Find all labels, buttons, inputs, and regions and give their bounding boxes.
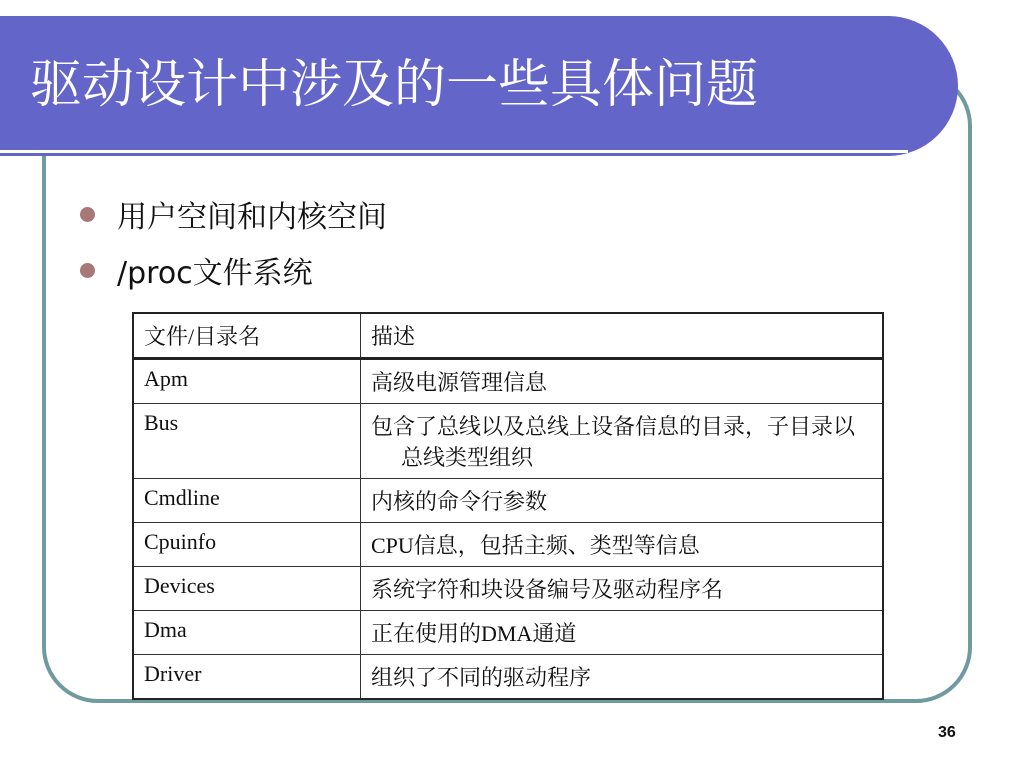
cell-desc (361, 523, 884, 567)
cell-desc (361, 655, 884, 700)
cell-name: Cmdline (133, 479, 361, 523)
desc-text: CPU信息，包括主频、类型等信息 (371, 533, 700, 558)
proc-table (132, 312, 884, 700)
bullet-text: /proc文件系统 (117, 256, 313, 291)
table-header-row (133, 313, 883, 359)
bullet-dot-icon (80, 207, 95, 222)
cell-name: Dma (133, 611, 361, 655)
bullet-item (80, 242, 387, 298)
title-underline (0, 150, 908, 153)
cell-desc (361, 479, 884, 523)
desc-text: 包含了总线以及总线上设备信息的目录，子目录以总线类型组织 (371, 414, 856, 470)
cell-desc (361, 611, 884, 655)
desc-text: 系统字符和块设备编号及驱动程序名 (371, 577, 724, 602)
slide-title: 驱动设计中涉及的一些具体问题 (30, 55, 759, 115)
cell-desc (361, 359, 884, 404)
cell-name: Devices (133, 567, 361, 611)
header-name: 文件/目录名 (133, 313, 361, 359)
table-row (133, 359, 883, 404)
cell-name: Apm (133, 359, 361, 404)
bullet-item (80, 186, 387, 242)
table-row (133, 523, 883, 567)
cell-desc (361, 567, 884, 611)
cell-name: Cpuinfo (133, 523, 361, 567)
table-row (133, 479, 883, 523)
cell-desc (361, 404, 884, 479)
bullet-list (80, 186, 387, 298)
table-row (133, 404, 883, 479)
desc-text: 正在使用的DMA通道 (371, 621, 577, 646)
table-row (133, 567, 883, 611)
bullet-text: 用户空间和内核空间 (117, 200, 387, 235)
cell-name: Bus (133, 404, 361, 479)
desc-text: 组织了不同的驱动程序 (371, 665, 592, 690)
table-row (133, 611, 883, 655)
header-desc: 描述 (361, 313, 884, 359)
table-row (133, 655, 883, 700)
desc-text: 高级电源管理信息 (371, 370, 548, 395)
bullet-dot-icon (80, 263, 95, 278)
desc-text: 内核的命令行参数 (371, 489, 548, 514)
cell-name: Driver (133, 655, 361, 700)
page-number: 36 (938, 724, 956, 741)
